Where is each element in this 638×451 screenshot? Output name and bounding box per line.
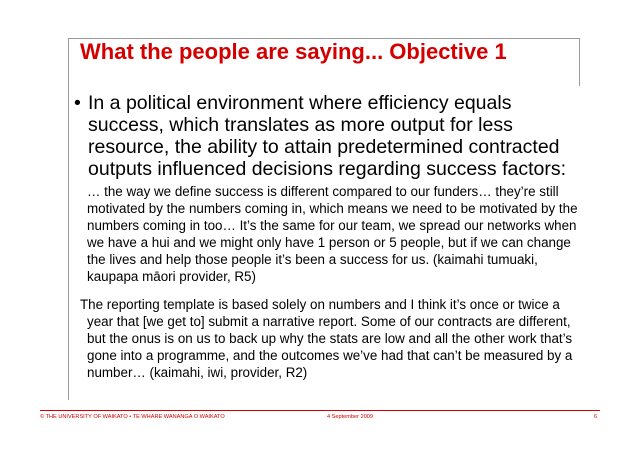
slide-frame-left bbox=[68, 38, 69, 400]
footer-university: © THE UNIVERSITY OF WAIKATO • TE WHARE WANANGA O WAIKATO bbox=[40, 414, 225, 420]
quote-r5: … the way we define success is different compared to our funders… they’re still motivated by the numbers coming in, which means we need to be motivated by the numbers coming in too… It’s the same for our team, we spread our networks when we have a hui and we might only have 1 person or 5 people, but if we can change the lives and help those people it’s been a success for us. (kaimahi tumuaki, kaupapa māori provider, R5) bbox=[87, 184, 578, 284]
slide-frame-right bbox=[579, 38, 580, 86]
footer-page-number: 6 bbox=[594, 414, 598, 420]
bullet-point bbox=[74, 92, 584, 180]
bullet-icon: • bbox=[74, 92, 81, 114]
footer-date: 4 September 2009 bbox=[327, 414, 374, 420]
slide-title: What the people are saying... Objective 1 bbox=[80, 39, 507, 64]
quote-r2: The reporting template is based solely on numbers and I think it’s once or twice a year that [we get to] submit a narrative report. Some of our contracts are different, but the onus is on us to back up why the stats are low and all the other work that’s gone into a programme, and the outcomes we’ve had that can’t be measured by a number… (kaimahi, iwi, provider, R2) bbox=[80, 297, 573, 380]
bullet-text: In a political environment where efficiency equals success, which translates as more output for less resource, the ability to attain predetermined contracted outputs influenced decisions regarding success factors: bbox=[88, 92, 567, 180]
footer-divider bbox=[40, 410, 600, 411]
